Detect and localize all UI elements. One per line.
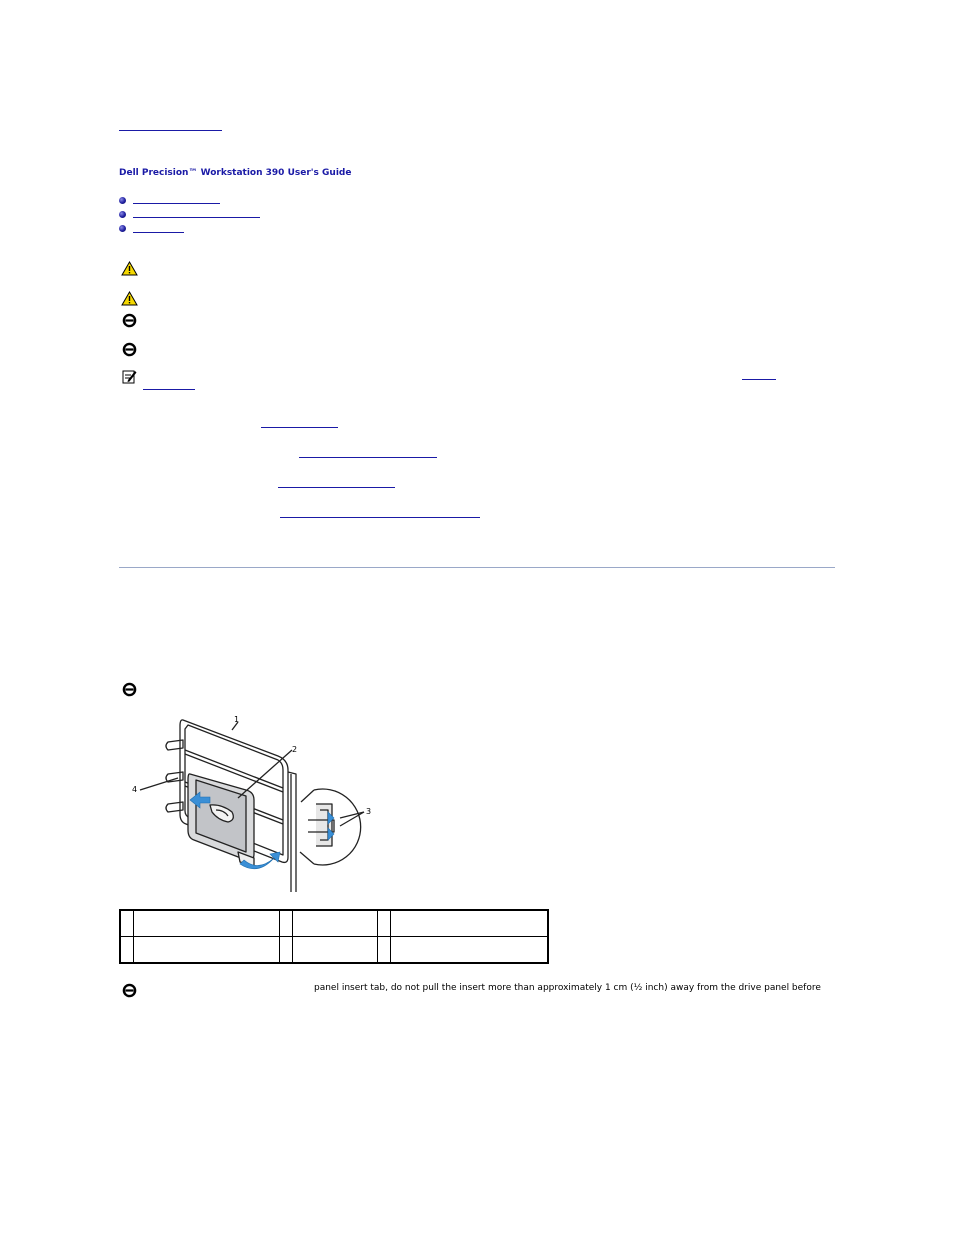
table-cell — [280, 937, 293, 964]
back-to-contents-link[interactable] — [119, 130, 222, 131]
notice-icon — [122, 313, 137, 328]
table-cell — [280, 910, 293, 937]
notice-icon — [122, 342, 137, 357]
section-divider — [119, 567, 835, 568]
drive-panel-figure — [128, 712, 380, 892]
table-row — [120, 937, 548, 964]
table-cell — [378, 937, 391, 964]
step-link-1[interactable] — [261, 427, 338, 428]
note-link-part-2[interactable] — [143, 389, 195, 390]
caution-icon — [121, 291, 138, 306]
step-link-3[interactable] — [278, 487, 395, 488]
table-row — [120, 910, 548, 937]
note-icon — [122, 369, 137, 384]
table-cell — [293, 937, 378, 964]
table-cell — [134, 910, 280, 937]
bottom-notice-text: panel insert tab, do not pull the insert more than approximately 1 cm (½ inch) away from the drive panel before — [314, 983, 821, 993]
table-cell — [391, 910, 549, 937]
step-link-4[interactable] — [280, 517, 480, 518]
toc-link-2[interactable] — [133, 217, 260, 218]
bullet-icon — [119, 225, 126, 232]
step-link-2[interactable] — [299, 457, 437, 458]
callout-1: 1 — [234, 715, 240, 724]
table-cell — [120, 937, 134, 964]
notice-icon — [122, 682, 137, 697]
notice-icon — [122, 983, 137, 998]
table-cell — [293, 910, 378, 937]
callout-3: 3 — [366, 807, 372, 816]
bullet-icon — [119, 211, 126, 218]
toc-link-1[interactable] — [133, 203, 220, 204]
table-cell — [120, 910, 134, 937]
callout-4: 4 — [132, 785, 138, 794]
toc-link-3[interactable] — [133, 232, 184, 233]
bullet-icon — [119, 197, 126, 204]
table-cell — [378, 910, 391, 937]
callout-2: 2 — [292, 745, 298, 754]
caution-icon — [121, 261, 138, 276]
callout-table — [119, 909, 549, 964]
table-cell — [391, 937, 549, 964]
guide-title: Dell Precision™ Workstation 390 User's Guide — [119, 168, 352, 178]
table-cell — [134, 937, 280, 964]
note-link-part-1[interactable] — [742, 379, 776, 380]
